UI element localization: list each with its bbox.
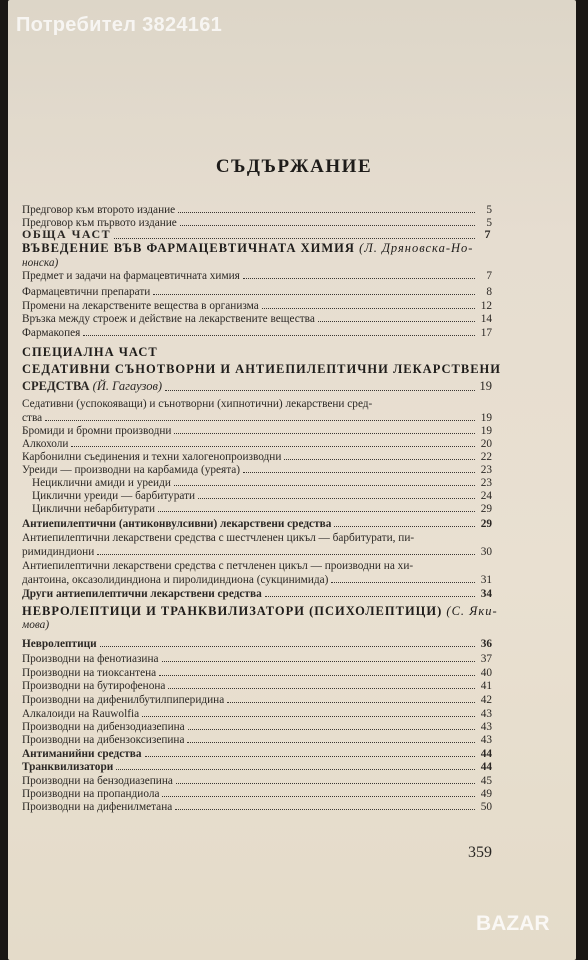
toc-entry: Производни на бутирофенона 41 xyxy=(22,680,492,692)
toc-entry: Производни на тиоксантена 40 xyxy=(22,667,492,679)
toc-entry: Циклични уреиди — барбитурати 24 xyxy=(32,490,492,502)
toc-entry: Предговор към второто издание 5 xyxy=(22,204,492,216)
toc-entry: Производни на дибензоксизепина 43 xyxy=(22,734,492,746)
toc-entry: Връзка между строеж и действие на лекарствените вещества 14 xyxy=(22,313,492,325)
toc-entry: Антиепилептични (антиконвулсивни) лекарствени средства 29 xyxy=(22,518,492,530)
toc-entry: Производни на фенотиазина 37 xyxy=(22,653,492,665)
toc-entry: Антиепилептични лекарствени средства с петчленен цикъл — производни на хи- xyxy=(22,560,414,572)
toc-entry: дантоина, оксазолидиндиона и пиролидиндиона (сукцинимида) 31 xyxy=(22,574,492,586)
chapter-heading: НЕВРОЛЕПТИЦИ И ТРАНКВИЛИЗАТОРИ (ПСИХОЛЕПТИЦИ) (С. Яки- xyxy=(22,604,498,618)
chapter-heading-cont: мова) xyxy=(22,619,50,631)
toc-entry: Бромиди и бромни производни 19 xyxy=(22,425,492,437)
toc-entry: Производни на пропандиола 49 xyxy=(22,788,492,800)
toc-entry: Циклични небарбитурати 29 xyxy=(32,503,492,515)
toc-entry: Предмет и задачи на фармацевтичната химия 7 xyxy=(22,270,492,282)
section-heading-special: СПЕЦИАЛНА ЧАСТ xyxy=(22,345,158,359)
bazar-logo: BAZAR xyxy=(476,912,550,935)
toc-entry: ства 19 xyxy=(22,412,492,424)
chapter-heading: СЕДАТИВНИ СЪНОТВОРНИ И АНТИЕПИЛЕПТИЧНИ ЛЕКАРСТВЕНИ xyxy=(22,362,501,376)
toc-entry: Карбонилни съединения и техни халогенопроизводни 22 xyxy=(22,451,492,463)
toc-entry: Производни на дифенилметана 50 xyxy=(22,801,492,813)
toc-entry: Невролептици 36 xyxy=(22,638,492,650)
chapter-heading-cont: СРЕДСТВА (Й. Гагаузов) 19 xyxy=(22,379,492,393)
toc-entry: Антиманийни средства 44 xyxy=(22,748,492,760)
toc-entry: Промени на лекарствените вещества в организма 12 xyxy=(22,300,492,312)
toc-entry: Производни на бензодиазепина 45 xyxy=(22,775,492,787)
toc-entry: Алкохоли 20 xyxy=(22,438,492,450)
toc-entry: Други антиепилептични лекарствени средства 34 xyxy=(22,588,492,600)
toc-entry: Нециклични амиди и уреиди 23 xyxy=(32,477,492,489)
toc-entry: Алкалоиди на Rauwolfia 43 xyxy=(22,708,492,720)
chapter-heading-cont: нонска) xyxy=(22,257,59,269)
toc-entry: Фармакопея 17 xyxy=(22,327,492,339)
toc-entry: Уреиди — производни на карбамида (уреята) 23 xyxy=(22,464,492,476)
toc-section-heading: ОБЩА ЧАСТ 7 xyxy=(22,227,492,241)
toc-entry: Антиепилептични лекарствени средства с шестчленен цикъл — барбитурати, пи- xyxy=(22,532,415,544)
toc-entry: Производни на дифенилбутилпиперидина 42 xyxy=(22,694,492,706)
page-number: 359 xyxy=(468,844,492,861)
toc-entry: римидиндиони 30 xyxy=(22,546,492,558)
toc-entry: Предговор към първото издание 5 xyxy=(22,217,492,229)
toc-entry: Транквилизатори 44 xyxy=(22,761,492,773)
chapter-heading: ВЪВЕДЕНИЕ ВЪВ ФАРМАЦЕВТИЧНАТА ХИМИЯ (Л. Дряновска-Но- xyxy=(22,241,474,255)
toc-entry: Седативни (успокояващи) и сънотворни (хипнотични) лекарствени сред- xyxy=(22,398,373,410)
toc-entry: Производни на дибензодиазепина 43 xyxy=(22,721,492,733)
page-title: СЪДЪРЖАНИЕ xyxy=(215,156,373,177)
toc-entry: Фармацевтични препарати 8 xyxy=(22,286,492,298)
watermark: Потребител 3824161 xyxy=(16,14,223,36)
